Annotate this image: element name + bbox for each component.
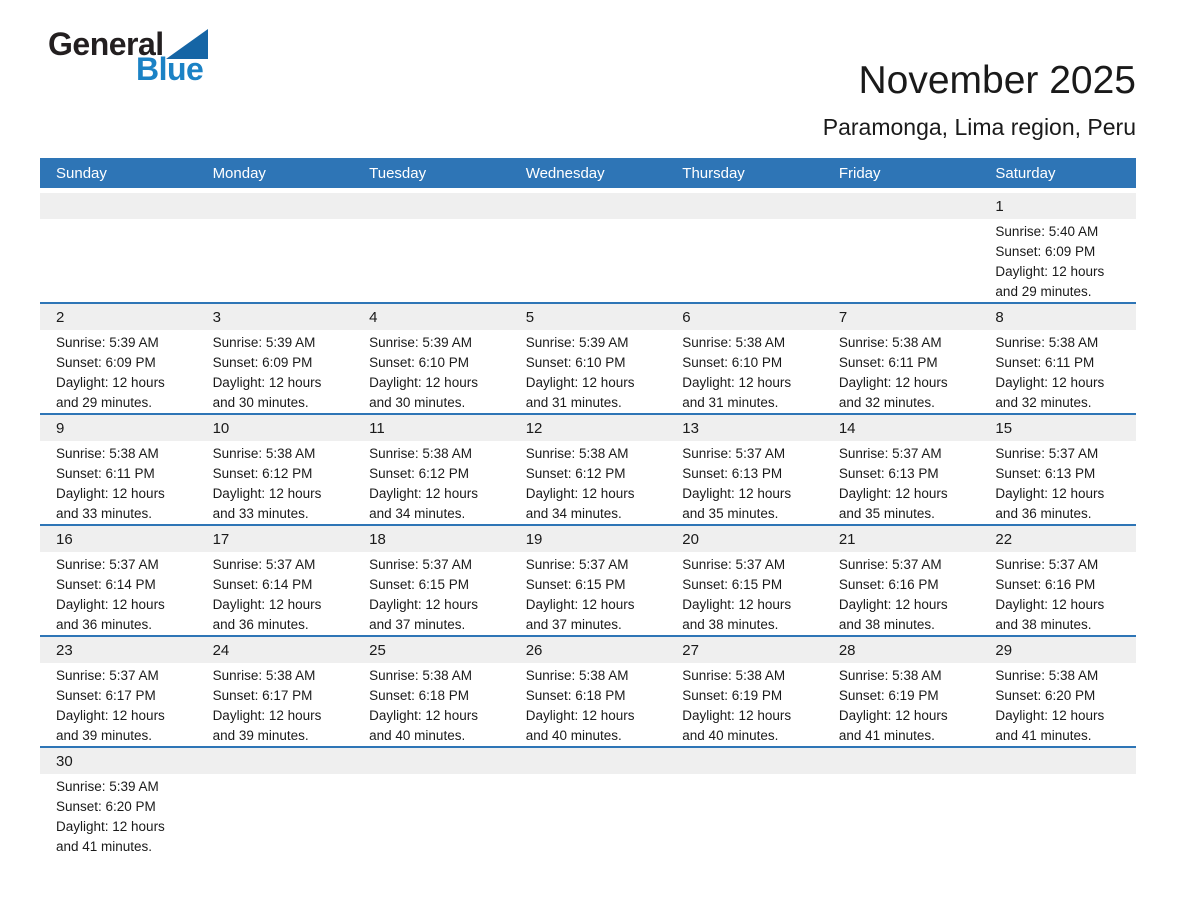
- day-number: 21: [838, 530, 856, 548]
- day-sunset: Sunset: 6:12 PM: [369, 466, 469, 481]
- location-subtitle: Paramonga, Lima region, Peru: [822, 113, 1136, 140]
- empty-day-cell: [40, 219, 197, 302]
- day-sunrise: Sunrise: 5:38 AM: [995, 668, 1099, 683]
- day-number: 25: [369, 641, 386, 659]
- day-number: 12: [525, 419, 543, 437]
- day-daylight: Daylight: 12 hours: [838, 597, 948, 612]
- week-row: [40, 524, 1136, 635]
- empty-day-cell: [823, 219, 980, 302]
- day-sunset: Sunset: 6:11 PM: [995, 355, 1095, 370]
- week-row: [40, 193, 1136, 302]
- day-number: 20: [682, 530, 699, 548]
- day-daylight-minutes: and 36 minutes.: [212, 617, 309, 632]
- day-daylight: Daylight: 12 hours: [212, 708, 322, 723]
- day-daylight-minutes: and 40 minutes.: [682, 728, 779, 743]
- day-sunset: Sunset: 6:13 PM: [995, 466, 1096, 481]
- day-daylight-minutes: and 36 minutes.: [995, 506, 1092, 521]
- day-sunset: Sunset: 6:15 PM: [682, 577, 783, 592]
- day-daylight: Daylight: 12 hours: [56, 597, 165, 612]
- logo: [48, 28, 208, 85]
- day-sunset: Sunset: 6:20 PM: [56, 799, 156, 814]
- day-daylight-minutes: and 35 minutes.: [682, 506, 779, 521]
- day-sunset: Sunset: 6:10 PM: [682, 355, 783, 370]
- day-sunset: Sunset: 6:14 PM: [56, 577, 156, 592]
- week-row: [40, 635, 1136, 746]
- day-daylight: Daylight: 12 hours: [682, 486, 792, 501]
- day-sunset: Sunset: 6:16 PM: [995, 577, 1096, 592]
- empty-day-cell: [510, 219, 667, 302]
- day-cell: [197, 330, 354, 413]
- day-number-band: [40, 193, 1136, 219]
- day-cell: [353, 552, 510, 635]
- empty-day-cell: [979, 774, 1136, 857]
- day-sunset: Sunset: 6:19 PM: [838, 688, 939, 703]
- empty-day-cell: [353, 219, 510, 302]
- day-cell: [510, 330, 667, 413]
- day-sunrise: Sunrise: 5:37 AM: [56, 557, 159, 572]
- day-daylight-minutes: and 39 minutes.: [56, 728, 153, 743]
- day-daylight: Daylight: 12 hours: [995, 708, 1105, 723]
- day-sunset: Sunset: 6:15 PM: [525, 577, 626, 592]
- day-number: 28: [838, 641, 856, 659]
- day-number: 27: [682, 641, 699, 659]
- logo-text-general: General: [48, 26, 164, 62]
- day-sunrise: Sunrise: 5:37 AM: [369, 557, 472, 572]
- weekday-label-wednesday: Wednesday: [525, 164, 605, 182]
- day-daylight: Daylight: 12 hours: [56, 708, 165, 723]
- day-daylight-minutes: and 29 minutes.: [995, 284, 1092, 299]
- day-number: 26: [525, 641, 543, 659]
- week-row: [40, 302, 1136, 413]
- day-number: 3: [212, 308, 221, 326]
- day-cell: [40, 330, 197, 413]
- day-daylight-minutes: and 29 minutes.: [56, 395, 153, 410]
- calendar-table: [40, 158, 1136, 857]
- day-sunrise: Sunrise: 5:37 AM: [995, 557, 1099, 572]
- day-cell: [823, 552, 980, 635]
- day-number: 22: [995, 530, 1013, 548]
- day-bodies: [40, 663, 1136, 746]
- day-daylight-minutes: and 33 minutes.: [212, 506, 309, 521]
- day-sunrise: Sunrise: 5:37 AM: [682, 446, 786, 461]
- day-number: 11: [369, 419, 385, 437]
- empty-day-cell: [510, 774, 667, 857]
- day-bodies: [40, 330, 1136, 413]
- day-daylight: Daylight: 12 hours: [838, 486, 948, 501]
- day-sunrise: Sunrise: 5:38 AM: [995, 335, 1099, 350]
- day-daylight-minutes: and 36 minutes.: [56, 617, 153, 632]
- day-sunset: Sunset: 6:19 PM: [682, 688, 783, 703]
- day-daylight: Daylight: 12 hours: [995, 597, 1105, 612]
- day-daylight: Daylight: 12 hours: [682, 597, 792, 612]
- day-number: 13: [682, 419, 699, 437]
- day-bodies: [40, 219, 1136, 302]
- day-sunrise: Sunrise: 5:39 AM: [525, 335, 629, 350]
- empty-day-cell: [197, 219, 354, 302]
- day-sunset: Sunset: 6:12 PM: [525, 466, 626, 481]
- day-daylight: Daylight: 12 hours: [525, 708, 635, 723]
- day-sunset: Sunset: 6:10 PM: [525, 355, 626, 370]
- day-number-band: [40, 526, 1136, 552]
- day-sunset: Sunset: 6:17 PM: [56, 688, 156, 703]
- day-cell: [666, 330, 823, 413]
- day-daylight: Daylight: 12 hours: [369, 597, 478, 612]
- day-number: 9: [56, 419, 65, 437]
- day-sunrise: Sunrise: 5:37 AM: [682, 557, 786, 572]
- day-cell: [979, 552, 1136, 635]
- day-daylight: Daylight: 12 hours: [995, 264, 1105, 279]
- day-daylight: Daylight: 12 hours: [56, 375, 165, 390]
- empty-day-cell: [666, 774, 823, 857]
- day-cell: [666, 663, 823, 746]
- day-sunset: Sunset: 6:11 PM: [838, 355, 938, 370]
- day-daylight-minutes: and 32 minutes.: [995, 395, 1092, 410]
- week-row: [40, 746, 1136, 857]
- empty-day-cell: [197, 774, 354, 857]
- day-number-band: [40, 748, 1136, 774]
- day-number: 6: [682, 308, 691, 326]
- day-cell: [979, 219, 1136, 302]
- day-daylight: Daylight: 12 hours: [369, 486, 478, 501]
- day-number-band: [40, 415, 1136, 441]
- day-sunset: Sunset: 6:14 PM: [212, 577, 313, 592]
- day-cell: [979, 441, 1136, 524]
- day-number: 14: [838, 419, 856, 437]
- day-sunset: Sunset: 6:09 PM: [212, 355, 313, 370]
- page-header: [40, 0, 1136, 158]
- day-number: 7: [838, 308, 848, 326]
- day-sunset: Sunset: 6:15 PM: [369, 577, 469, 592]
- day-sunrise: Sunrise: 5:39 AM: [56, 335, 159, 350]
- page-title: November 2025: [858, 59, 1136, 102]
- day-number: 29: [995, 641, 1013, 659]
- day-sunrise: Sunrise: 5:37 AM: [995, 446, 1099, 461]
- day-sunrise: Sunrise: 5:39 AM: [369, 335, 472, 350]
- day-sunrise: Sunrise: 5:38 AM: [56, 446, 159, 461]
- day-cell: [823, 330, 980, 413]
- day-cell: [40, 774, 197, 857]
- day-daylight: Daylight: 12 hours: [56, 819, 165, 834]
- day-daylight-minutes: and 31 minutes.: [682, 395, 779, 410]
- day-sunset: Sunset: 6:09 PM: [56, 355, 156, 370]
- day-bodies: [40, 552, 1136, 635]
- day-daylight-minutes: and 39 minutes.: [212, 728, 309, 743]
- day-daylight: Daylight: 12 hours: [682, 375, 792, 390]
- day-daylight-minutes: and 32 minutes.: [838, 395, 935, 410]
- day-sunset: Sunset: 6:18 PM: [369, 688, 469, 703]
- day-daylight-minutes: and 30 minutes.: [369, 395, 466, 410]
- day-sunset: Sunset: 6:10 PM: [369, 355, 469, 370]
- day-number: 30: [56, 752, 73, 770]
- day-cell: [40, 663, 197, 746]
- day-cell: [510, 663, 667, 746]
- day-daylight-minutes: and 40 minutes.: [369, 728, 466, 743]
- day-sunset: Sunset: 6:17 PM: [212, 688, 313, 703]
- day-daylight-minutes: and 34 minutes.: [369, 506, 466, 521]
- day-daylight-minutes: and 38 minutes.: [995, 617, 1092, 632]
- day-daylight: Daylight: 12 hours: [682, 708, 792, 723]
- day-cell: [979, 663, 1136, 746]
- day-daylight: Daylight: 12 hours: [212, 597, 322, 612]
- day-sunrise: Sunrise: 5:37 AM: [212, 557, 316, 572]
- day-number: 5: [525, 308, 535, 326]
- day-daylight: Daylight: 12 hours: [525, 375, 635, 390]
- day-daylight: Daylight: 12 hours: [995, 486, 1105, 501]
- day-bodies: [40, 441, 1136, 524]
- day-cell: [510, 441, 667, 524]
- day-daylight-minutes: and 38 minutes.: [682, 617, 779, 632]
- weekday-label-saturday: Saturday: [995, 164, 1056, 182]
- day-sunrise: Sunrise: 5:38 AM: [838, 668, 942, 683]
- day-daylight: Daylight: 12 hours: [369, 708, 478, 723]
- day-daylight: Daylight: 12 hours: [56, 486, 165, 501]
- day-number: 17: [212, 530, 230, 548]
- day-cell: [823, 663, 980, 746]
- day-cell: [353, 441, 510, 524]
- day-sunrise: Sunrise: 5:38 AM: [369, 446, 472, 461]
- day-sunset: Sunset: 6:16 PM: [838, 577, 939, 592]
- day-sunset: Sunset: 6:20 PM: [995, 688, 1096, 703]
- day-daylight: Daylight: 12 hours: [995, 375, 1105, 390]
- day-number: 15: [995, 419, 1013, 437]
- day-cell: [823, 441, 980, 524]
- day-sunrise: Sunrise: 5:37 AM: [56, 668, 159, 683]
- day-number: 24: [212, 641, 230, 659]
- day-daylight: Daylight: 12 hours: [525, 486, 635, 501]
- day-daylight: Daylight: 12 hours: [212, 486, 322, 501]
- day-number: 10: [212, 419, 230, 437]
- logo-text-blue: Blue: [136, 51, 204, 87]
- day-daylight-minutes: and 40 minutes.: [525, 728, 622, 743]
- empty-day-cell: [823, 774, 980, 857]
- day-sunrise: Sunrise: 5:38 AM: [212, 668, 316, 683]
- day-daylight: Daylight: 12 hours: [369, 375, 478, 390]
- day-daylight: Daylight: 12 hours: [212, 375, 322, 390]
- day-daylight: Daylight: 12 hours: [525, 597, 635, 612]
- day-daylight-minutes: and 34 minutes.: [525, 506, 622, 521]
- day-sunset: Sunset: 6:13 PM: [838, 466, 939, 481]
- day-number-band: [40, 637, 1136, 663]
- day-sunrise: Sunrise: 5:38 AM: [525, 446, 629, 461]
- day-number: 4: [369, 308, 378, 326]
- title-block: [823, 60, 1136, 140]
- day-number: 23: [56, 641, 73, 659]
- day-number: 19: [525, 530, 543, 548]
- day-sunrise: Sunrise: 5:38 AM: [838, 335, 942, 350]
- empty-day-cell: [353, 774, 510, 857]
- day-number: 16: [56, 530, 73, 548]
- day-daylight-minutes: and 33 minutes.: [56, 506, 153, 521]
- weekday-header-row: [40, 158, 1136, 188]
- day-cell: [510, 552, 667, 635]
- weekday-label-thursday: Thursday: [682, 164, 745, 182]
- day-number: 1: [995, 197, 1004, 215]
- day-sunrise: Sunrise: 5:38 AM: [525, 668, 629, 683]
- day-sunset: Sunset: 6:09 PM: [995, 244, 1096, 259]
- weekday-label-monday: Monday: [212, 164, 266, 182]
- day-cell: [979, 330, 1136, 413]
- day-sunrise: Sunrise: 5:39 AM: [212, 335, 316, 350]
- day-number: 8: [995, 308, 1004, 326]
- day-cell: [197, 552, 354, 635]
- day-sunrise: Sunrise: 5:38 AM: [369, 668, 472, 683]
- empty-day-cell: [666, 219, 823, 302]
- day-sunrise: Sunrise: 5:38 AM: [682, 668, 786, 683]
- day-number: 2: [56, 308, 65, 326]
- day-cell: [353, 663, 510, 746]
- day-sunrise: Sunrise: 5:37 AM: [838, 446, 942, 461]
- day-cell: [197, 663, 354, 746]
- day-sunrise: Sunrise: 5:39 AM: [56, 779, 159, 794]
- day-daylight-minutes: and 38 minutes.: [838, 617, 935, 632]
- day-bodies: [40, 774, 1136, 857]
- day-cell: [197, 441, 354, 524]
- day-sunrise: Sunrise: 5:38 AM: [212, 446, 316, 461]
- week-row: [40, 413, 1136, 524]
- day-daylight-minutes: and 37 minutes.: [369, 617, 466, 632]
- day-sunset: Sunset: 6:18 PM: [525, 688, 626, 703]
- day-cell: [353, 330, 510, 413]
- day-sunrise: Sunrise: 5:37 AM: [838, 557, 942, 572]
- day-sunrise: Sunrise: 5:38 AM: [682, 335, 786, 350]
- day-daylight-minutes: and 31 minutes.: [525, 395, 622, 410]
- day-cell: [40, 552, 197, 635]
- calendar-weeks: [40, 193, 1136, 857]
- day-cell: [666, 552, 823, 635]
- day-sunrise: Sunrise: 5:40 AM: [995, 224, 1099, 239]
- day-cell: [40, 441, 197, 524]
- weekday-label-friday: Friday: [838, 164, 881, 182]
- day-daylight-minutes: and 37 minutes.: [525, 617, 622, 632]
- day-daylight-minutes: and 30 minutes.: [212, 395, 309, 410]
- day-daylight-minutes: and 41 minutes.: [995, 728, 1092, 743]
- day-sunrise: Sunrise: 5:37 AM: [525, 557, 629, 572]
- day-sunset: Sunset: 6:12 PM: [212, 466, 313, 481]
- weekday-label-sunday: Sunday: [56, 164, 107, 182]
- day-sunset: Sunset: 6:13 PM: [682, 466, 783, 481]
- day-daylight-minutes: and 41 minutes.: [56, 839, 153, 854]
- day-daylight-minutes: and 41 minutes.: [838, 728, 935, 743]
- day-number-band: [40, 304, 1136, 330]
- day-cell: [666, 441, 823, 524]
- day-daylight-minutes: and 35 minutes.: [838, 506, 935, 521]
- day-number: 18: [369, 530, 386, 548]
- day-sunset: Sunset: 6:11 PM: [56, 466, 155, 481]
- day-daylight: Daylight: 12 hours: [838, 375, 948, 390]
- day-daylight: Daylight: 12 hours: [838, 708, 948, 723]
- weekday-label-tuesday: Tuesday: [369, 164, 427, 182]
